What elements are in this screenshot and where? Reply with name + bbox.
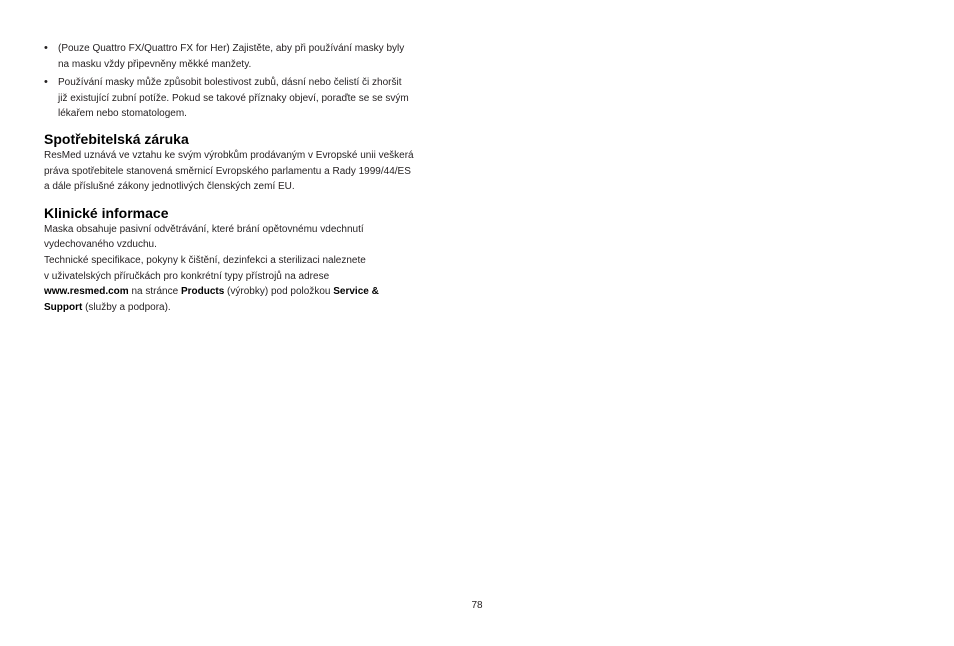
clinical-information-heading: Klinické informace — [44, 204, 169, 221]
support-label: Support — [44, 301, 83, 313]
bullet-line: (Pouze Quattro FX/Quattro FX for Her) Zajistěte, aby při používání masky byly — [58, 43, 405, 54]
consumer-warranty-paragraph — [44, 148, 476, 195]
service-label: Service & — [333, 286, 379, 298]
bullet-list — [44, 41, 476, 122]
paragraph-line: Maska obsahuje pasivní odvětrávání, které brání opětovnému vdechnutí — [44, 223, 364, 235]
text-fragment: na stránce — [128, 286, 181, 298]
paragraph-line: práva spotřebitele stanovená směrnicí Evropského parlamentu a Rady 1999/44/ES — [44, 165, 411, 177]
products-label: Products — [180, 286, 225, 298]
paragraph-line: a dále příslušné zákony jednotlivých členských zemí EU. — [44, 181, 295, 193]
page-number: 78 — [471, 600, 483, 611]
bullet-line: lékařem nebo stomatologem. — [58, 108, 187, 120]
consumer-warranty-heading: Spotřebitelská záruka — [44, 130, 189, 147]
bullet-line: Používání masky může způsobit bolestivost zubů, dásní nebo čelistí či zhoršit — [58, 77, 402, 89]
clinical-paragraph-vent — [44, 222, 476, 253]
page-content — [44, 41, 476, 315]
text-fragment: (služby a podpora). — [82, 301, 171, 313]
website-link[interactable]: www.resmed.com — [44, 286, 129, 298]
paragraph-line — [44, 284, 476, 300]
paragraph-line: ResMed uznává ve vztahu ke svým výrobkům prodávaným v Evropské unii veškerá — [44, 149, 414, 161]
paragraph-line: Technické specifikace, pokyny k čištění, dezinfekci a sterilizaci naleznete — [44, 254, 366, 266]
paragraph-line: v uživatelských příručkách pro konkrétní typy přístrojů na adrese — [44, 270, 330, 282]
clinical-information-section — [44, 205, 476, 316]
text-fragment: (výrobky) pod položkou — [224, 286, 334, 298]
bullet-dot-icon: • — [44, 76, 48, 89]
bullet-item — [44, 75, 476, 122]
bullet-dot-icon: • — [44, 42, 48, 54]
clinical-paragraph-specs — [44, 253, 476, 315]
paragraph-line: vydechovaného vzduchu. — [44, 239, 157, 251]
bullet-line: již existující zubní potíže. Pokud se takové příznaky objeví, poraďte se se svým — [58, 92, 409, 104]
bullet-item — [44, 41, 476, 72]
consumer-warranty-section — [44, 131, 476, 195]
bullet-line: na masku vždy připevněny měkké manžety. — [58, 58, 252, 70]
paragraph-line — [44, 300, 476, 316]
